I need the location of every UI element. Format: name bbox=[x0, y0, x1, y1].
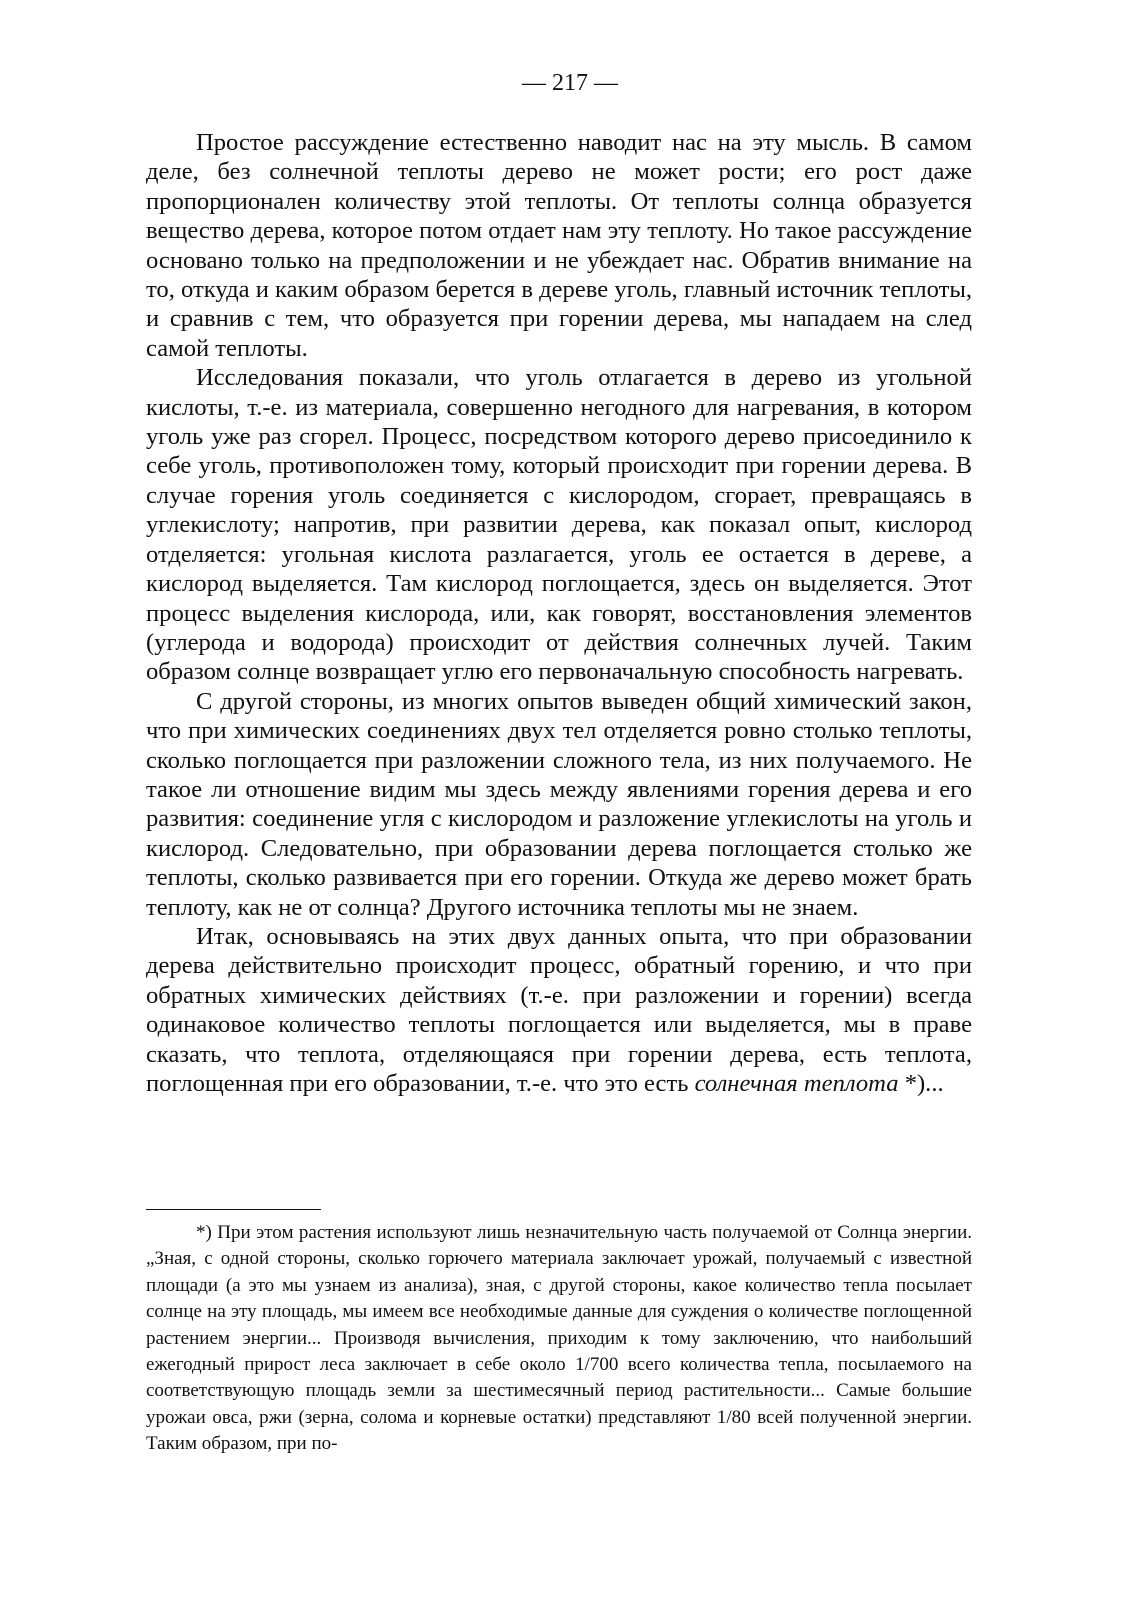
paragraph: С другой стороны, из многих опытов выведен общий химический закон, что при химических соединениях двух тел отделяется ровно столько теплоты, сколько поглощается при разложении сложного тела, из них получаемого. Не такое ли отношение видим мы здесь между явлениями горения дерева и его развития: соединение угля с кислородом и разложение углекислоты на уголь и кислород. Следовательно, при образовании дерева поглощается столько же теплоты, сколько развивается при его горении. Откуда же дерево может брать теплоту, как не от солнца? Другого источника теплоты мы не знаем. bbox=[146, 687, 972, 921]
emphasis-text: солнечная теплота bbox=[694, 1070, 899, 1097]
footnote: *) При этом растения используют лишь незначительную часть получаемой от Солнца энергии. „Зная, с одной стороны, сколько горючего материала заключает урожай, получаемый с известной площади (а это мы узнаем из анализа), зная, с другой стороны, какое количество тепла посылает солнце на эту площадь, мы имеем все необходимые данные для суждения о количестве поглощенной растением энергии... Производя вычисления, приходим к тому заключению, что наибольший ежегодный прирост леса заключает в себе около 1/700 всего количества тепла, посылаемого на соответствующую площадь земли за шестимесячный период растительности... Самые большие урожаи овса, ржи (зерна, солома и корневые остатки) представляют 1/80 всей полученной энергии. Таким образом, при по- bbox=[146, 1222, 972, 1455]
page-number: — 217 — bbox=[522, 70, 618, 96]
paragraph: Исследования показали, что уголь отлагается в дерево из угольной кислоты, т.-е. из материала, совершенно негодного для нагревания, в котором уголь уже раз сгорел. Процесс, посредством которого дерево присоединило к себе уголь, противоположен тому, который происходит при горении дерева. В случае горения уголь соединяется с кислородом, сгорает, превращаясь в углекислоту; напротив, при развитии дерева, как показал опыт, кислород отделяется: угольная кислота разлагается, уголь ее остается в дереве, а кислород выделяется. Там кислород поглощается, здесь он выделяется. Этот процесс выделения кислорода, или, как говорят, восстановления элементов (углерода и водорода) происходит от действия солнечных лучей. Таким образом солнце возвращает углю его первоначальную способность нагревать. bbox=[146, 364, 972, 686]
paragraph-text: Итак, основываясь на этих двух данных опыта, что при образовании дерева действительно происходит процесс, обратный горению, и что при обратных химических действиях (т.-е. при разложении и горении) всегда одинаковое количество теплоты поглощается или выделяется, мы в праве сказать, что теплота, отделяющаяся при горении дерева, есть теплота, поглощенная при его образовании, т.-е. что это есть bbox=[146, 922, 972, 1097]
body-text bbox=[146, 128, 972, 1098]
footnote-marker: *)... bbox=[898, 1070, 944, 1097]
paragraph: Простое рассуждение естественно наводит нас на эту мысль. В самом деле, без солнечной теплоты дерево не может рости; его рост даже пропорционален количеству этой теплоты. От теплоты солнца образуется вещество дерева, которое потом отдает нам эту теплоту. Но такое рассуждение основано только на предположении и не убеждает нас. Обратив внимание на то, откуда и каким образом берется в дереве уголь, главный источник теплоты, и сравнив с тем, что образуется при горении дерева, мы нападаем на след самой теплоты. bbox=[146, 129, 972, 362]
footnote-divider bbox=[146, 1209, 321, 1210]
paragraph bbox=[146, 922, 972, 1098]
